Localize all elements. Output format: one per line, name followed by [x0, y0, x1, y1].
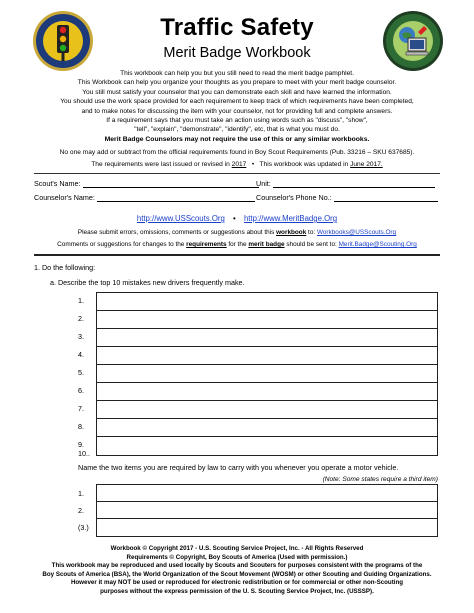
items-answer-table	[96, 484, 438, 537]
answer-cell[interactable]	[97, 519, 437, 536]
scout-name-label: Scout's Name:	[34, 179, 81, 188]
counselor-name-field[interactable]	[34, 193, 255, 202]
items-note: (Note: Some states require a third item)	[322, 476, 438, 483]
answer-cell[interactable]	[97, 485, 437, 502]
row-number: 6.	[78, 386, 84, 395]
mistakes-answer-table	[96, 292, 438, 456]
merit-badge-email-link[interactable]: Merit.Badge@Scouting.Org	[338, 241, 417, 248]
counselor-name-label: Counselor's Name:	[34, 193, 95, 202]
counselor-note: Merit Badge Counselors may not require the use of this or any similar workbooks.	[104, 136, 370, 143]
submit-requirements-line	[0, 241, 474, 248]
links-row	[0, 214, 474, 223]
footer-line: However it may NOT be used or reproduced for electronic redistribution or for commercial or other non-Scouting	[70, 579, 404, 587]
row-number: 1.	[78, 296, 84, 305]
workbooks-email-link[interactable]: Workbooks@USScouts.Org	[316, 229, 397, 236]
intro-line: You still must satisfy your counselor that you can demonstrate each skill and have learned the information.	[82, 88, 392, 96]
row-number: 7.	[78, 404, 84, 413]
add-subtract-note: No one may add or subtract from the official requirements found in Boy Scout Requirements (Pub. 33216 – SKU 637685).	[59, 149, 415, 156]
scout-name-field[interactable]	[34, 179, 259, 188]
usscouts-link[interactable]: http://www.USScouts.Org	[136, 214, 225, 223]
row-number: 2.	[78, 506, 84, 515]
counselor-phone-label: Counselor's Phone No.:	[256, 193, 332, 202]
requirement-1a-label: a. Describe the top 10 mistakes new drivers frequently make.	[50, 278, 245, 287]
submit-workbook-line	[0, 229, 474, 236]
revision-year: 2017	[231, 161, 247, 168]
copyright-footer	[20, 545, 454, 597]
counselor-phone-field[interactable]	[256, 193, 438, 202]
submit-bold: workbook	[276, 229, 307, 236]
unit-field[interactable]	[256, 179, 435, 188]
intro-line: "tell", "explain", "demonstrate", "identify", etc, that is what you must do.	[134, 126, 340, 134]
answer-cell[interactable]	[97, 293, 437, 311]
updated-prefix: This workbook was updated in	[259, 161, 349, 168]
bullet: •	[251, 161, 255, 168]
updated-date: June 2017.	[350, 161, 383, 168]
intro-line: This Workbook can help you organize your thoughts as you prepare to meet with your merit badge counselor.	[77, 79, 397, 87]
answer-cell[interactable]	[97, 329, 437, 347]
row-number: 9.	[78, 440, 84, 449]
answer-cell[interactable]	[97, 502, 437, 519]
unit-label: Unit:	[256, 179, 271, 188]
answer-cell[interactable]	[97, 365, 437, 383]
scout-name-line[interactable]	[83, 180, 259, 188]
counselor-name-line[interactable]	[97, 194, 255, 202]
submit-text: to:	[308, 229, 316, 236]
items-question: Name the two items you are required by law to carry with you whenever you operate a motor vehicle.	[78, 463, 399, 472]
counselor-phone-line[interactable]	[334, 194, 438, 202]
page-title: Traffic Safety	[160, 14, 314, 41]
revision-line	[0, 161, 474, 168]
footer-line: This workbook may be reproduced and used locally by Scouts and Scouters for purposes consistent with the programs of the	[51, 562, 423, 570]
row-number: 1.	[78, 489, 84, 498]
footer-line: Boy Scouts of America (BSA), the World Organization of the Scout Movement (WOSM) or other Scouting and Guiding Organizations.	[42, 570, 432, 578]
intro-paragraph	[40, 69, 434, 135]
row-number: 2.	[78, 314, 84, 323]
row-number: (3.)	[78, 523, 89, 532]
meritbadge-link[interactable]: http://www.MeritBadge.Org	[243, 214, 338, 223]
answer-cell[interactable]	[97, 401, 437, 419]
submit-bold: merit badge	[248, 241, 285, 248]
row-number: 4.	[78, 350, 84, 359]
answer-cell[interactable]	[97, 419, 437, 437]
requirement-1-label: 1. Do the following:	[34, 263, 96, 272]
answer-cell[interactable]	[97, 383, 437, 401]
divider	[34, 173, 440, 174]
bullet: •	[233, 214, 236, 223]
footer-line: Requirements © Copyright, Boy Scouts of America (Used with permission.)	[126, 553, 348, 561]
row-number: 10..	[78, 449, 90, 458]
submit-text: Please submit errors, omissions, comments or suggestions about this	[77, 229, 275, 236]
submit-text: Comments or suggestions for changes to the	[57, 241, 185, 248]
revision-prefix: The requirements were last issued or revised in	[91, 161, 230, 168]
answer-cell[interactable]	[97, 347, 437, 365]
footer-line: purposes without the express permission of the U. S. Scouting Service Project, Inc. (USSSP).	[100, 587, 374, 595]
row-number: 3.	[78, 332, 84, 341]
row-number: 5.	[78, 368, 84, 377]
answer-cell[interactable]	[97, 311, 437, 329]
submit-text: should be sent to:	[286, 241, 337, 248]
intro-line: This workbook can help you but you still need to read the merit badge pamphlet.	[120, 70, 354, 77]
row-number: 8.	[78, 422, 84, 431]
submit-text: for the	[228, 241, 247, 248]
submit-bold: requirements	[186, 241, 227, 248]
intro-line: If a requirement says that you must take an action using words such as "discuss", "show",	[106, 117, 368, 125]
footer-line: Workbook © Copyright 2017 - U.S. Scouting Service Project, Inc. - All Rights Reserved	[110, 545, 364, 552]
intro-line: You should use the work space provided for each requirement to keep track of which requirements have been completed,	[60, 98, 414, 106]
computer-globe-badge-icon	[382, 10, 444, 72]
answer-cell[interactable]	[97, 437, 437, 455]
unit-line[interactable]	[273, 180, 435, 188]
intro-line: and to make notes for discussing the item with your counselor, not for providing full and complete answers.	[81, 107, 393, 115]
divider	[34, 254, 440, 256]
page-subtitle: Merit Badge Workbook	[163, 45, 311, 61]
